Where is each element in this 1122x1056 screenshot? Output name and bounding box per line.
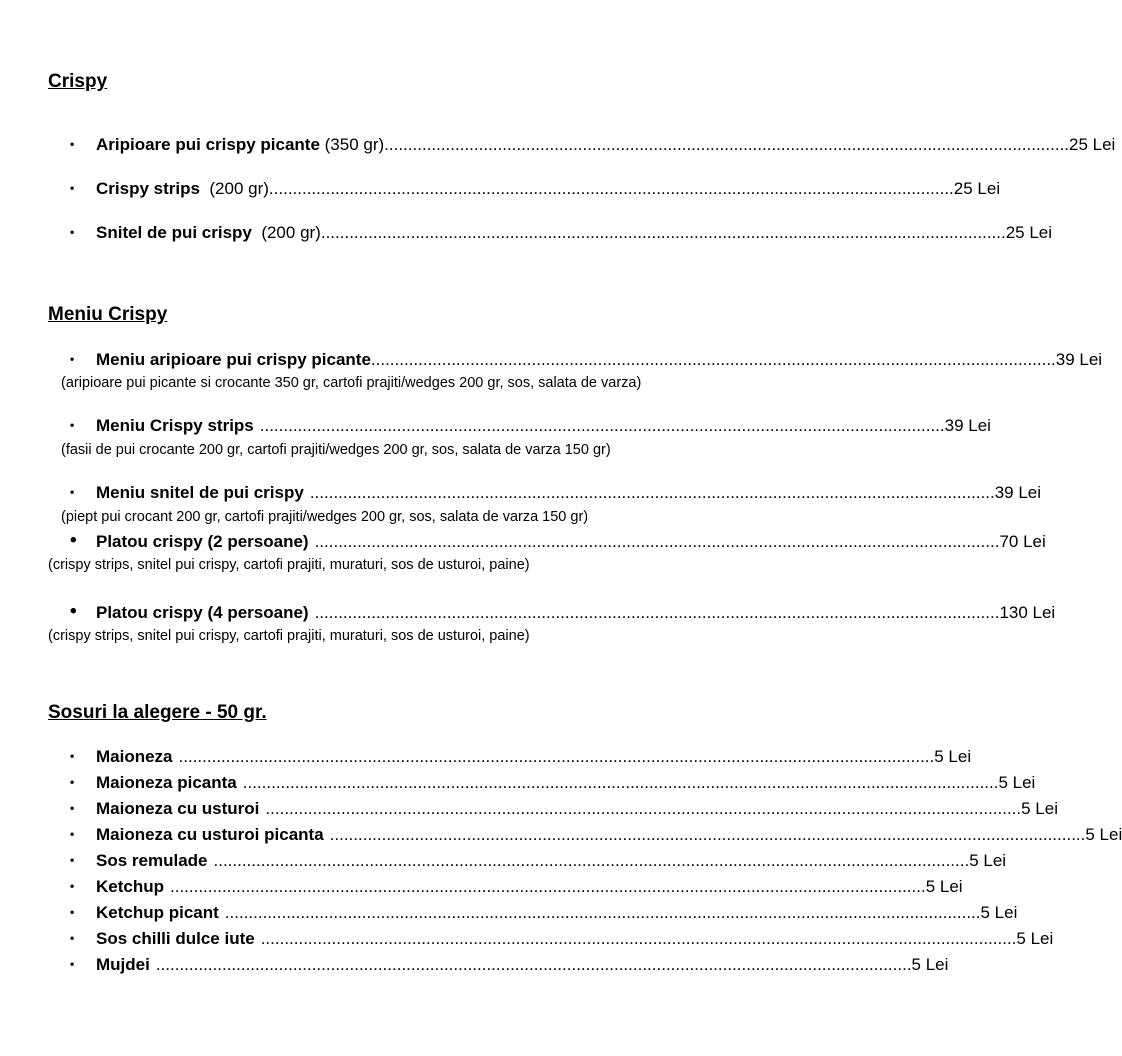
item-price: 39 Lei <box>1055 350 1103 369</box>
item-price: 25 Lei <box>953 179 1001 198</box>
bullet-icon: • <box>70 957 75 971</box>
bullet-icon: • <box>70 801 75 815</box>
bullet-icon: • <box>70 853 75 867</box>
section-title-meniu-crispy: Meniu Crispy <box>48 304 168 325</box>
item-price: 5 Lei <box>998 773 1036 792</box>
dot-leader: ................................................................................................................................................................ <box>178 747 935 766</box>
bullet-icon: • <box>70 485 75 499</box>
item-description: (fasii de pui crocante 200 gr, cartofi prajiti/wedges 200 gr, sos, salata de varza 150 gr) <box>61 442 611 458</box>
dot-leader: ................................................................................................................................................. <box>384 135 1070 154</box>
item-description: (aripioare pui picante si crocante 350 gr, cartofi prajiti/wedges 200 gr, sos, salata de varza) <box>61 375 642 391</box>
dot-leader: ................................................................................................................................................................ <box>260 929 1017 948</box>
item-name: Meniu aripioare pui crispy picante <box>96 350 371 369</box>
dot-leader: ................................................................................................................................................. <box>314 532 1000 551</box>
bullet-icon: • <box>70 749 75 763</box>
item-price: 5 Lei <box>1085 825 1122 844</box>
item-price: 130 Lei <box>999 603 1056 622</box>
dot-leader: ................................................................................................................................................................ <box>170 877 926 896</box>
item-name: Platou crispy (4 persoane) <box>96 603 309 622</box>
item-name: Mujdei <box>96 955 150 974</box>
section-title-crispy: Crispy <box>48 71 108 92</box>
bullet-icon: • <box>70 775 75 789</box>
item-price: 39 Lei <box>994 483 1042 502</box>
item-name: Maioneza cu usturoi picanta <box>96 825 324 844</box>
dot-leader: ................................................................................................................................................................ <box>329 825 1086 844</box>
bullet-icon: • <box>70 931 75 945</box>
item-name: Sos remulade <box>96 851 208 870</box>
bullet-icon: • <box>70 530 77 551</box>
dot-leader: ................................................................................................................................................. <box>370 350 1056 369</box>
item-name: Maioneza cu usturoi <box>96 799 260 818</box>
dot-leader: ................................................................................................................................................. <box>314 603 1000 622</box>
item-description: (crispy strips, snitel pui crispy, cartofi prajiti, muraturi, sos de usturoi, paine) <box>48 557 530 573</box>
dot-leader: ................................................................................................................................................. <box>268 179 954 198</box>
item-name: Snitel de pui crispy <box>96 223 252 242</box>
item-price: 25 Lei <box>1005 223 1053 242</box>
dot-leader: ................................................................................................................................................................ <box>265 799 1022 818</box>
item-price: 39 Lei <box>944 416 991 435</box>
bullet-icon: • <box>70 827 75 841</box>
item-weight: (200 gr) <box>199 179 269 198</box>
item-name: Maioneza <box>96 747 173 766</box>
bullet-icon: • <box>70 137 75 151</box>
item-description: (piept pui crocant 200 gr, cartofi prajiti/wedges 200 gr, sos, salata de varza 150 gr) <box>61 509 589 525</box>
bullet-icon: • <box>70 225 75 239</box>
item-price: 5 Lei <box>969 851 1007 870</box>
item-name: Meniu Crispy strips <box>96 416 254 435</box>
item-price: 5 Lei <box>911 955 949 974</box>
item-price: 5 Lei <box>925 877 963 896</box>
item-name: Crispy strips <box>96 179 200 198</box>
item-weight: (350 gr) <box>319 135 385 154</box>
item-name: Ketchup <box>96 877 164 896</box>
bullet-icon: • <box>70 905 75 919</box>
item-name: Ketchup picant <box>96 903 219 922</box>
bullet-icon: • <box>70 352 75 366</box>
section-title-sosuri: Sosuri la alegere - 50 gr. <box>48 702 267 723</box>
dot-leader: ................................................................................................................................................................ <box>155 955 912 974</box>
item-name: Sos chilli dulce iute <box>96 929 255 948</box>
dot-leader: ................................................................................................................................................. <box>309 483 995 502</box>
item-name: Platou crispy (2 persoane) <box>96 532 309 551</box>
dot-leader: ................................................................................................................................................................ <box>242 773 999 792</box>
item-price: 70 Lei <box>999 532 1046 551</box>
item-name: Aripioare pui crispy picante <box>96 135 320 154</box>
item-price: 5 Lei <box>1021 799 1058 818</box>
dot-leader: ................................................................................................................................................................ <box>213 851 970 870</box>
bullet-icon: • <box>70 601 77 622</box>
item-price: 5 Lei <box>934 747 972 766</box>
item-description: (crispy strips, snitel pui crispy, cartofi prajiti, muraturi, sos de usturoi, paine) <box>48 628 530 644</box>
item-weight: (200 gr) <box>251 223 321 242</box>
item-price: 25 Lei <box>1069 135 1116 154</box>
dot-leader: ................................................................................................................................................................ <box>224 903 981 922</box>
dot-leader: ................................................................................................................................................. <box>320 223 1006 242</box>
dot-leader: ................................................................................................................................................. <box>259 416 945 435</box>
item-name: Maioneza picanta <box>96 773 237 792</box>
item-name: Meniu snitel de pui crispy <box>96 483 304 502</box>
bullet-icon: • <box>70 181 75 195</box>
bullet-icon: • <box>70 418 75 432</box>
bullet-icon: • <box>70 879 75 893</box>
item-price: 5 Lei <box>1016 929 1054 948</box>
item-price: 5 Lei <box>980 903 1018 922</box>
